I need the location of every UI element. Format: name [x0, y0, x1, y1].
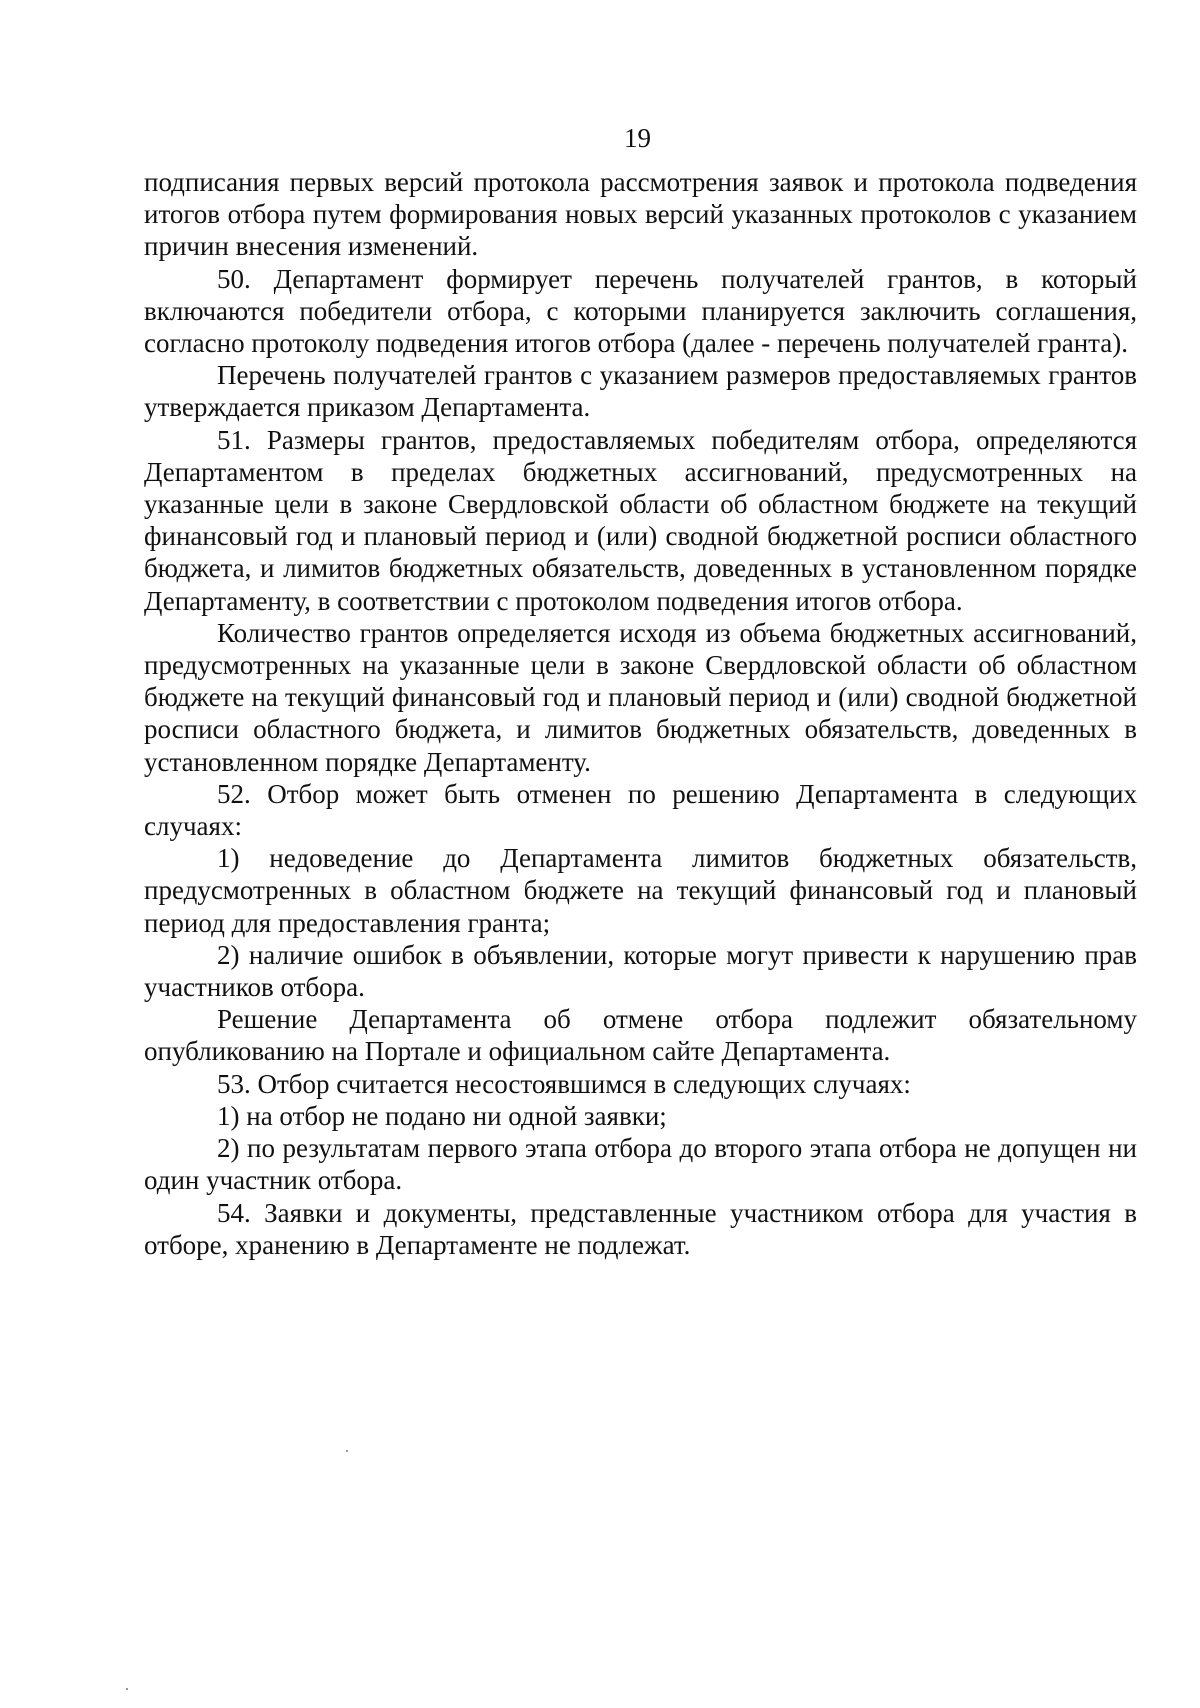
paragraph-text: Размеры грантов, предоставляемых победителям отбора, определяются Департаментом в пределах бюджетных ассигнований, предусмотренных на указанные цели в законе Свердловской области об областном бюджете на текущий финансовый год и плановый период и (или) сводной бюджетной росписи областного бюджета, и лимитов бюджетных обязательств, доведенных в установленном порядке Департаменту, в соответствии с протоколом подведения итогов отбора. — [144, 424, 1138, 616]
paragraph-continuation — [144, 166, 1137, 263]
paragraph-53-item-1 — [144, 1100, 1137, 1132]
item-number: 2) — [217, 939, 240, 970]
paragraph-recipients-list — [144, 359, 1137, 423]
scan-speck — [126, 1688, 128, 1690]
scan-speck — [346, 1450, 348, 1452]
paragraph-text: подписания первых версий протокола рассмотрения заявок и протокола подведения итогов отбора путем формирования новых версий указанных протоколов с указанием причин внесения изменений. — [144, 167, 1137, 262]
paragraph-text: Отбор считается несостоявшимся в следующих случаях: — [257, 1068, 911, 1099]
item-number: 1) — [217, 843, 240, 874]
paragraph-53-item-2 — [144, 1132, 1137, 1196]
paragraph-54 — [144, 1197, 1137, 1261]
paragraph-text: Перечень получателей грантов с указанием размеров предоставляемых грантов утверждается приказом Департамента. — [144, 360, 1137, 423]
paragraph-cancel-decision — [144, 1003, 1137, 1067]
clause-number: 54. — [217, 1197, 251, 1228]
paragraph-52-item-2 — [144, 939, 1137, 1003]
paragraph-text: Департамент формирует перечень получателей грантов, в который включаются победители отбора, с которыми планируется заключить соглашения, согласно протоколу подведения итогов отбора (далее - перечень получателей гранта). — [144, 263, 1137, 359]
clause-number: 52. — [217, 778, 251, 809]
paragraph-text: Заявки и документы, представленные участником отбора для участия в отборе, хранению в Департаменте не подлежат. — [144, 1197, 1138, 1260]
paragraph-50 — [144, 263, 1137, 360]
paragraph-text: на отбор не подано ни одной заявки; — [246, 1100, 667, 1131]
paragraph-text: Отбор может быть отменен по решению Департамента в следующих случаях: — [144, 778, 1138, 842]
paragraph-text: недоведение до Департамента лимитов бюджетных обязательств, предусмотренных в областном бюджете на текущий финансовый год и плановый период для предоставления гранта; — [144, 843, 1137, 938]
paragraph-text: Количество грантов определяется исходя из объема бюджетных ассигнований, предусмотренных на указанные цели в законе Свердловской области об областном бюджете на текущий финансовый год и плановый период и (или) сводной бюджетной росписи областного бюджета, и лимитов бюджетных обязательств, доведенных в установленном порядке Департаменту. — [144, 617, 1137, 777]
clause-number: 53. — [217, 1068, 251, 1099]
paragraph-52-item-1 — [144, 842, 1137, 939]
document-body — [144, 166, 1137, 1261]
paragraph-53 — [144, 1068, 1137, 1100]
paragraph-text: наличие ошибок в объявлении, которые могут привести к нарушению прав участников отбора. — [144, 939, 1138, 1003]
item-number: 2) — [217, 1133, 240, 1164]
paragraph-grant-count — [144, 617, 1137, 778]
paragraph-52 — [144, 778, 1137, 842]
paragraph-text: Решение Департамента об отмене отбора подлежит обязательному опубликованию на Портале и официальном сайте Департамента. — [144, 1004, 1137, 1067]
paragraph-51 — [144, 424, 1137, 617]
clause-number: 51. — [217, 424, 251, 455]
page-number: 19 — [624, 123, 651, 153]
item-number: 1) — [217, 1100, 240, 1131]
paragraph-text: по результатам первого этапа отбора до второго этапа отбора не допущен ни один участник отбора. — [144, 1133, 1138, 1196]
clause-number: 50. — [217, 263, 251, 294]
